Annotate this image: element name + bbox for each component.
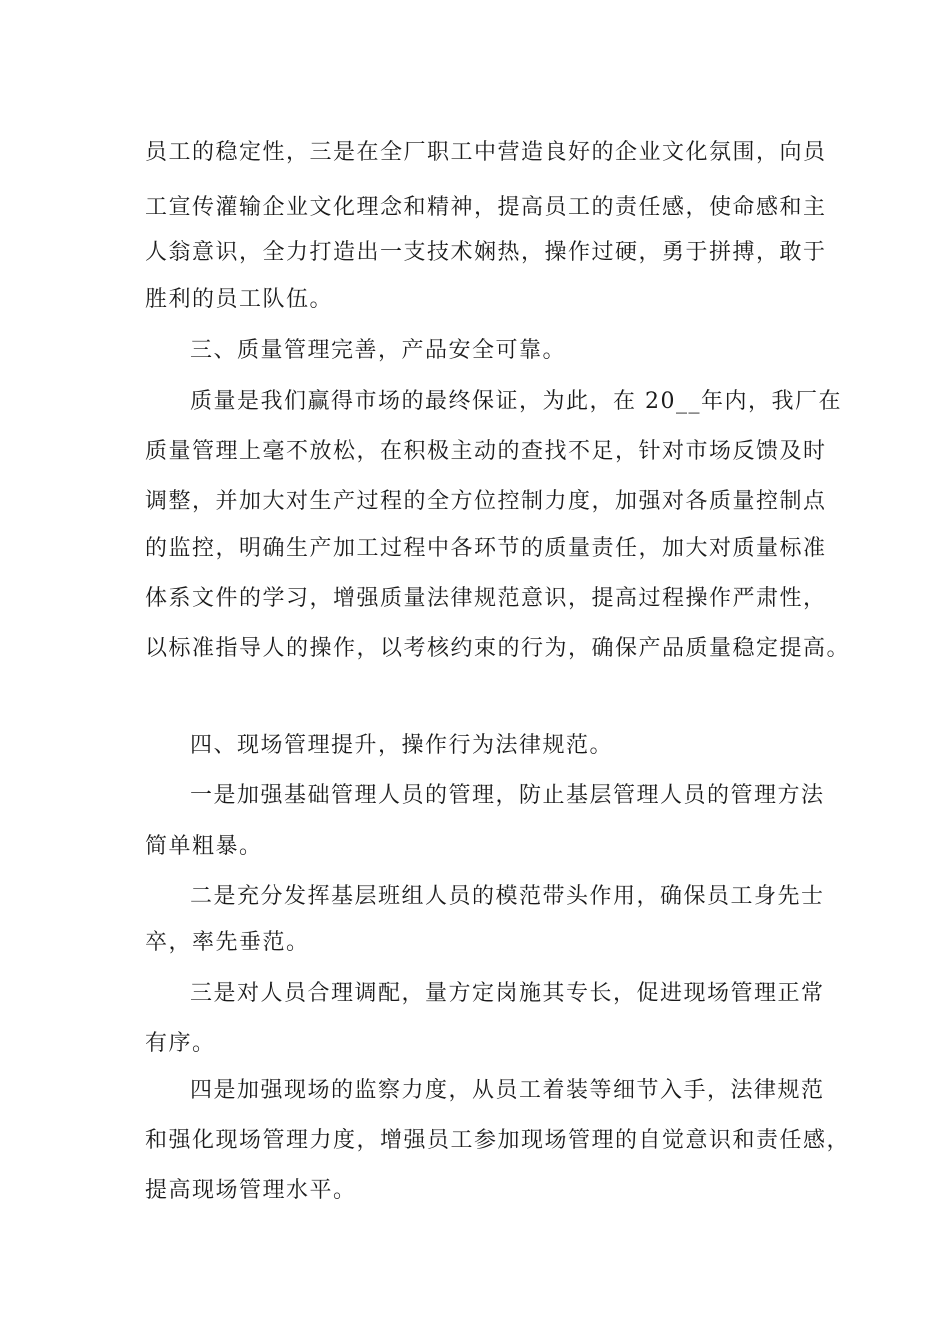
text-line: 一是加强基础管理人员的管理，防止基层管理人员的管理方法: [190, 783, 825, 808]
text-line: 调整，并加大对生产过程的全方位控制力度，加强对各质量控制点: [145, 489, 827, 514]
section-heading: 四、现场管理提升，操作行为法律规范。: [190, 733, 614, 758]
text-line: 工宣传灌输企业文化理念和精神，提高员工的责任感，使命感和主: [145, 195, 827, 220]
text-line: 有序。: [145, 1031, 216, 1056]
text-line: 以标准指导人的操作，以考核约束的行为，确保产品质量稳定提高。: [145, 636, 851, 661]
text-line: 简单粗暴。: [145, 834, 263, 859]
text-line: 三是对人员合理调配，量方定岗施其专长，促进现场管理正常: [190, 981, 825, 1006]
text-line: 的监控，明确生产加工过程中各环节的质量责任，加大对质量标准: [145, 536, 827, 561]
text-line: 质量管理上毫不放松，在积极主动的查找不足，针对市场反馈及时: [145, 439, 827, 464]
text-line: 体系文件的学习，增强质量法律规范意识，提高过程操作严肃性，: [145, 586, 827, 611]
text-line: 胜利的员工队伍。: [145, 287, 334, 312]
section-heading: 三、质量管理完善，产品安全可靠。: [190, 338, 567, 363]
text-line: 二是充分发挥基层班组人员的模范带头作用，确保员工身先士: [190, 884, 825, 909]
text-line: 提高现场管理水平。: [145, 1178, 357, 1203]
text-line: 和强化现场管理力度，增强员工参加现场管理的自觉意识和责任感，: [145, 1128, 851, 1153]
text-line: 四是加强现场的监察力度，从员工着装等细节入手，法律规范: [190, 1078, 825, 1103]
text-line: 员工的稳定性，三是在全厂职工中营造良好的企业文化氛围，向员: [145, 140, 827, 165]
text-line: 人翁意识，全力打造出一支技术娴热，操作过硬，勇于拼搏，敢于: [145, 240, 827, 265]
text-line: 质量是我们赢得市场的最终保证，为此，在 20__年内，我厂在: [190, 389, 842, 414]
text-line: 卒，率先垂范。: [145, 930, 310, 955]
